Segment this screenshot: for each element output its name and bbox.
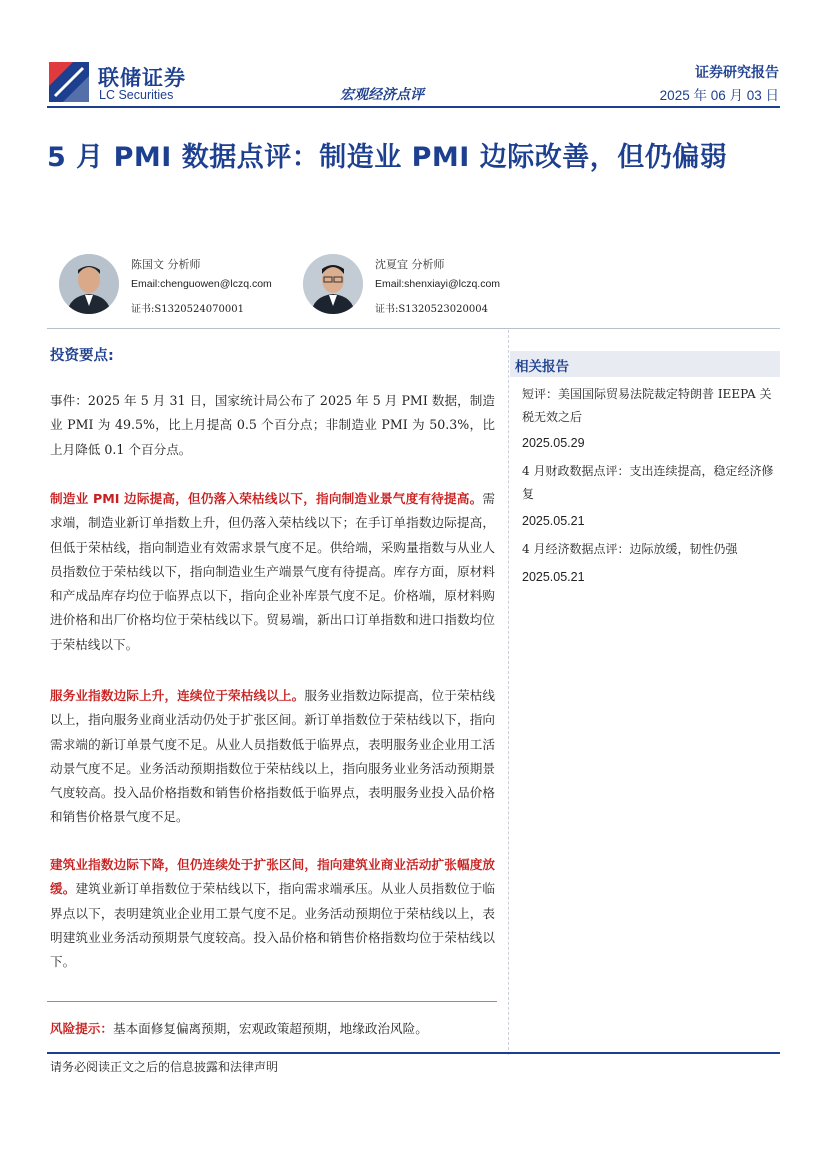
page-title: 5 月 PMI 数据点评：制造业 PMI 边际改善，但仍偏弱: [47, 142, 728, 173]
analyst-avatar: [59, 254, 119, 314]
related-report-title[interactable]: 4 月财政数据点评：支出连续提高，稳定经济修复: [522, 464, 774, 501]
analyst-name: 沈夏宜 分析师: [375, 258, 445, 271]
logo-text: 联储证券: [98, 66, 186, 90]
investment-highlights-heading: 投资要点:: [50, 348, 114, 364]
report-date: 2025 年 06 月 03 日: [659, 88, 779, 103]
header-divider: [47, 106, 780, 108]
section-label: 宏观经济点评: [340, 87, 424, 103]
related-report-date: 2025.05.21: [522, 514, 585, 528]
risk-text: 基本面修复偏离预期，宏观政策超预期，地缘政治风险。: [112, 1021, 428, 1036]
risk-label: 风险提示：: [50, 1021, 113, 1036]
logo-english-text: LC Securities: [99, 88, 174, 102]
analyst-divider: [47, 328, 780, 329]
related-report-date: 2025.05.29: [522, 436, 585, 450]
report-type: 证券研究报告: [695, 65, 779, 81]
manufacturing-body: 需求端，制造业新订单指数上升，但仍落入荣枯线以下；在手订单指数边际提高，但低于荣枯线，指向制造业有效需求景气度不足。供给端，采购量指数与从业人员指数位于荣枯线以下，指向制造业生产端景气度有待提高。库存方面，原材料和产成品库存均位于临界点以下，指向企业补库景气度不足。价格端，原材料购进价格和出厂价格均位于荣枯线以下。贸易端，新出口订单指数和进口指数均位于荣枯线以下。: [50, 491, 495, 652]
analyst-email[interactable]: Email:chenguowen@lczq.com: [131, 278, 272, 290]
column-divider: [508, 330, 510, 1055]
manufacturing-paragraph: [50, 487, 495, 657]
footer-disclaimer: 请务必阅读正文之后的信息披露和法律声明: [50, 1060, 279, 1074]
lc-securities-logo-icon: [49, 62, 89, 102]
person-icon: [59, 254, 119, 314]
construction-paragraph: [50, 853, 495, 974]
footer-divider: [47, 1052, 780, 1054]
construction-highlight: 建筑业指数边际下降，但仍连续处于扩张区间，指向建筑业商业活动扩张幅度放缓。: [50, 857, 495, 897]
services-body: 服务业指数边际提高，位于荣枯线以上，指向服务业商业活动仍处于扩张区间。新订单指数位于荣枯线以下，指向需求端的新订单景气度不足。从业人员指数低于临界点，表明服务业企业用工活动景气度不足。业务活动预期指数位于荣枯线以上，指向服务业业务活动预期景气度较高。投入品价格指数和销售价格指数低于临界点，表明服务业投入品价格和销售价格景气度不足。: [50, 688, 496, 825]
services-paragraph: [50, 684, 495, 830]
related-report-date: 2025.05.21: [522, 570, 585, 584]
related-report-title[interactable]: 4 月经济数据点评：边际放缓，韧性仍强: [522, 542, 738, 556]
services-highlight: 服务业指数边际上升，连续位于荣枯线以上。: [50, 688, 305, 703]
risk-warning: [50, 1018, 428, 1037]
manufacturing-highlight: 制造业 PMI 边际提高，但仍落入荣枯线以下，指向制造业景气度有待提高。: [50, 491, 483, 506]
analyst-cert: 证书:S1320524070001: [131, 304, 244, 315]
event-paragraph: 事件：2025 年 5 月 31 日，国家统计局公布了 2025 年 5 月 PMI 数据，制造业 PMI 为 49.5%，比上月提高 0.5 个百分点；非制造业 PMI 为 50.3%，比上月降低 0.1 个百分点。: [50, 393, 495, 457]
analyst-cert: 证书:S1320523020004: [375, 304, 488, 315]
person-icon: [303, 254, 363, 314]
analyst-email[interactable]: Email:shenxiayi@lczq.com: [375, 278, 501, 290]
analyst-name: 陈国文 分析师: [131, 258, 201, 271]
construction-body: 建筑业新订单指数位于荣枯线以下，指向需求端承压。从业人员指数位于临界点以下，表明建筑业企业用工景气度不足。业务活动预期位于荣枯线以上，表明建筑业业务活动预期景气度较高。投入品价格和销售价格指数均位于荣枯线以下。: [50, 881, 496, 970]
risk-divider: [47, 1001, 497, 1002]
related-report-title[interactable]: 短评：美国国际贸易法院裁定特朗普 IEEPA 关税无效之后: [522, 387, 772, 424]
related-reports-heading: 相关报告: [515, 359, 569, 375]
analyst-avatar: [303, 254, 363, 314]
